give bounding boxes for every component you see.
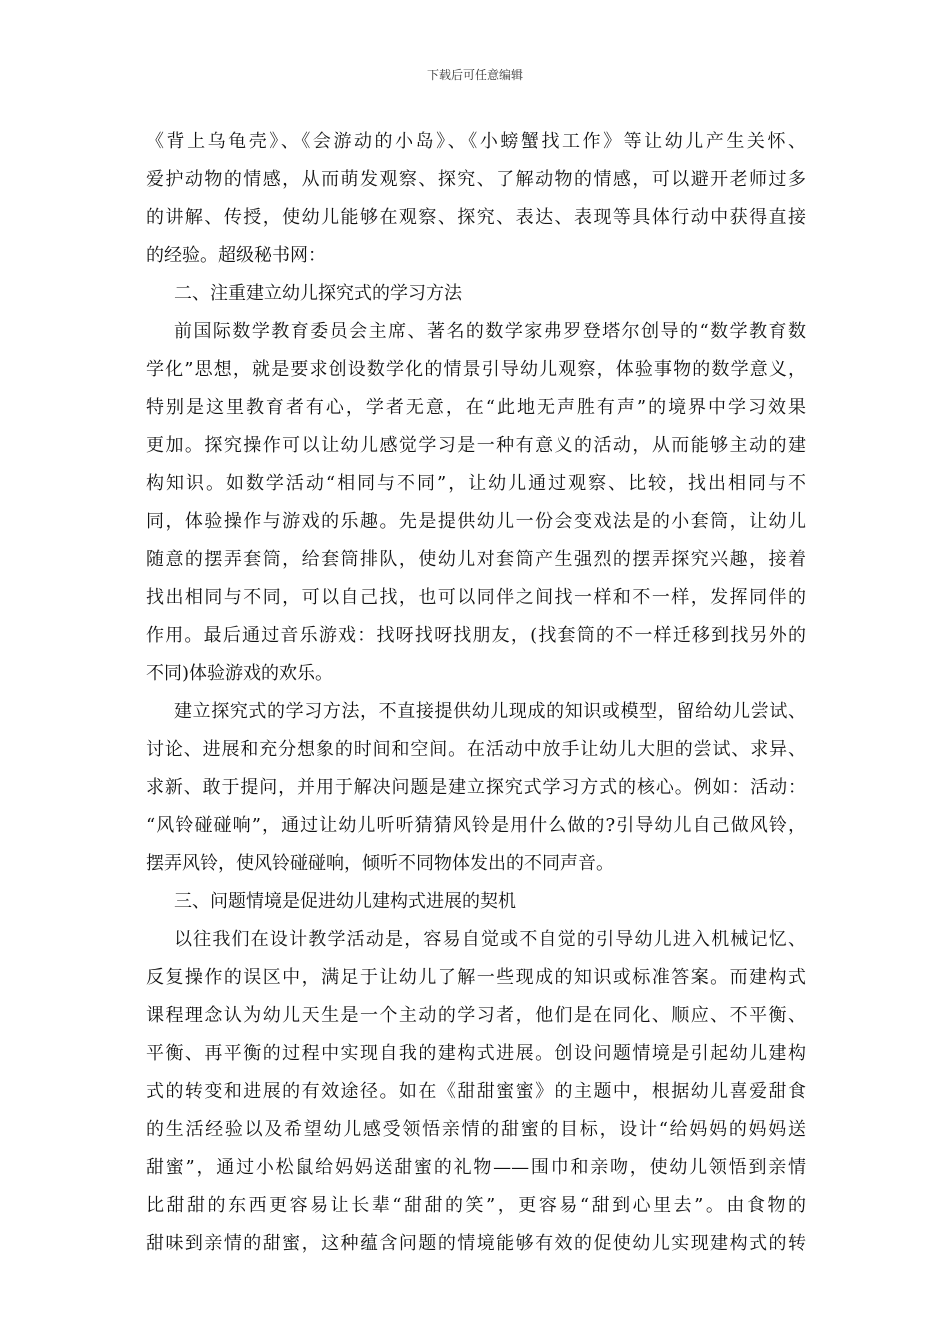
text-line: 以往我们在设计教学活动是，容易自觉或不自觉的引导幼儿进入机械记忆、 bbox=[174, 929, 806, 950]
text-line: 的生活经验以及希望幼儿感受领悟亲情的甜蜜的目标，设计“给妈妈的妈妈送 bbox=[146, 1119, 806, 1140]
section-heading: 二、注重建立幼儿探究式的学习方法 bbox=[174, 283, 462, 304]
text-line: 反复操作的误区中，满足于让幼儿了解一些现成的知识或标准答案。而建构式 bbox=[146, 967, 806, 988]
text-line: 找出相同与不同，可以自己找，也可以同伴之间找一样和不一样，发挥同伴的 bbox=[146, 587, 806, 608]
text-line: 式的转变和进展的有效途径。如在《甜甜蜜蜜》的主题中，根据幼儿喜爱甜食 bbox=[146, 1081, 806, 1102]
text-line: 同，体验操作与游戏的乐趣。先是提供幼儿一份会变戏法是的小套筒，让幼儿 bbox=[146, 511, 806, 532]
text-line: 平衡、再平衡的过程中实现自我的建构式进展。创设问题情境是引起幼儿建构 bbox=[146, 1043, 806, 1064]
text-line: 甜蜜”，通过小松鼠给妈妈送甜蜜的礼物——围巾和亲吻，使幼儿领悟到亲情 bbox=[146, 1157, 806, 1178]
text-line: 特别是这里教育者有心，学者无意，在“此地无声胜有声”的境界中学习效果 bbox=[146, 397, 806, 418]
section-heading: 三、问题情境是促进幼儿建构式进展的契机 bbox=[174, 891, 516, 912]
text-line: 随意的摆弄套筒，给套筒排队，使幼儿对套筒产生强烈的摆弄探究兴趣，接着 bbox=[146, 549, 806, 570]
text-line: 学化”思想，就是要求创设数学化的情景引导幼儿观察，体验事物的数学意义， bbox=[146, 359, 806, 380]
text-line: 不同)体验游戏的欢乐。 bbox=[146, 663, 334, 684]
page-header: 下载后可任意编辑 bbox=[426, 68, 523, 82]
text-line: 的讲解、传授，使幼儿能够在观察、探究、表达、表现等具体行动中获得直接 bbox=[146, 207, 806, 228]
text-line: 的经验。超级秘书网： bbox=[146, 245, 326, 266]
text-line: 前国际数学教育委员会主席、著名的数学家弗罗登塔尔创导的“数学教育数 bbox=[174, 321, 806, 342]
text-line: 构知识。如数学活动“相同与不同”，让幼儿通过观察、比较，找出相同与不 bbox=[146, 473, 806, 494]
text-line: 建立探究式的学习方法，不直接提供幼儿现成的知识或模型，留给幼儿尝试、 bbox=[174, 701, 806, 722]
text-line: “风铃碰碰响”，通过让幼儿听听猜猜风铃是用什么做的?引导幼儿自己做风铃， bbox=[146, 815, 806, 836]
text-line: 甜味到亲情的甜蜜，这种蕴含问题的情境能够有效的促使幼儿实现建构式的转 bbox=[146, 1233, 806, 1254]
text-line: 爱护动物的情感，从而萌发观察、探究、了解动物的情感，可以避开老师过多 bbox=[146, 169, 806, 190]
text-line: 求新、敢于提问，并用于解决问题是建立探究式学习方式的核心。例如：活动： bbox=[146, 777, 806, 798]
text-line: 《背上乌龟壳》、《会游动的小岛》、《小螃蟹找工作》等让幼儿产生关怀、 bbox=[146, 131, 806, 152]
text-line: 讨论、进展和充分想象的时间和空间。在活动中放手让幼儿大胆的尝试、求异、 bbox=[146, 739, 806, 760]
text-line: 更加。探究操作可以让幼儿感觉学习是一种有意义的活动，从而能够主动的建 bbox=[146, 435, 806, 456]
text-line: 比甜甜的东西更容易让长辈“甜甜的笑”，更容易“甜到心里去”。由食物的 bbox=[146, 1195, 806, 1216]
text-line: 课程理念认为幼儿天生是一个主动的学习者，他们是在同化、顺应、不平衡、 bbox=[146, 1005, 806, 1026]
text-line: 摆弄风铃，使风铃碰碰响，倾听不同物体发出的不同声音。 bbox=[146, 853, 614, 874]
text-line: 作用。最后通过音乐游戏：找呀找呀找朋友，(找套筒的不一样迁移到找另外的 bbox=[146, 625, 806, 646]
